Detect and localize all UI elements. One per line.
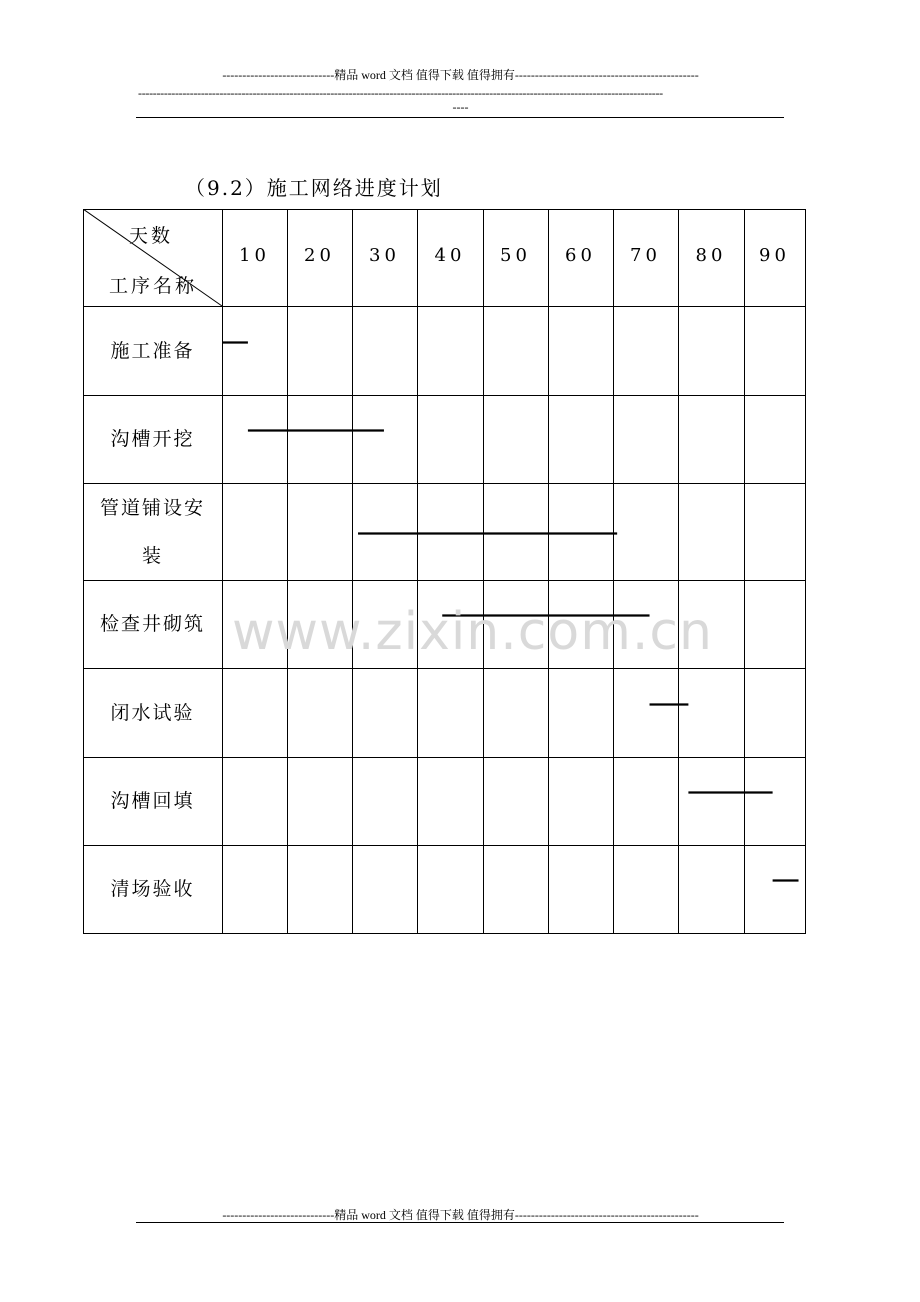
process-name: 沟槽回填 (110, 790, 195, 812)
corner-process-label: 工序名称 (109, 275, 198, 297)
process-name: 闭水试验 (110, 701, 195, 724)
header-line-3: ---- (452, 100, 469, 114)
day-header-10: 10 (239, 245, 270, 266)
header-line-1: ----------------------------精品 word 文档 值得下载 值得拥有---------------------------------------------- (222, 68, 699, 82)
day-header-50: 50 (500, 245, 531, 266)
page-title: （9.2）施工网络进度计划 (185, 176, 443, 200)
day-header-60: 60 (565, 245, 596, 266)
day-header-80: 80 (695, 245, 727, 266)
day-header-30: 30 (369, 245, 400, 266)
footer-line: ----------------------------精品 word 文档 值得下载 值得拥有---------------------------------------------- (222, 1208, 699, 1222)
header-rule (136, 117, 784, 118)
corner-days-label: 天数 (129, 225, 174, 247)
process-name: 管道铺设安装 (99, 496, 205, 567)
process-name: 施工准备 (110, 339, 195, 362)
process-name: 清场验收 (110, 878, 195, 900)
watermark: www.zixin.com.cn (232, 602, 713, 662)
footer-rule (136, 1222, 784, 1223)
schedule-table (83, 209, 806, 934)
day-header-70: 70 (630, 245, 661, 266)
process-name: 沟槽开挖 (110, 428, 195, 450)
day-header-90: 90 (759, 245, 790, 266)
day-header-40: 40 (434, 245, 466, 266)
process-name: 检查井砌筑 (99, 613, 205, 635)
day-header-20: 20 (304, 245, 335, 266)
header-line-2: ---------------------------------------------------------------------------------------------------------------------------------------------- (138, 86, 663, 100)
